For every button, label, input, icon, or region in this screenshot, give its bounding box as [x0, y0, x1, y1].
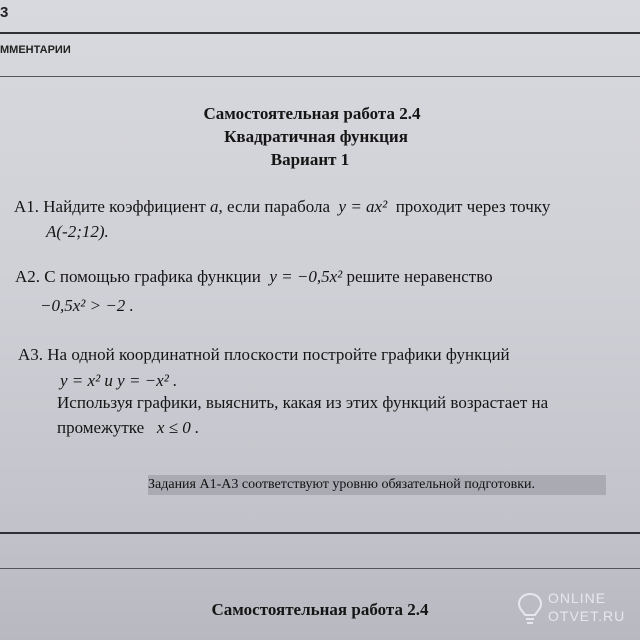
task-a3-line4 — [57, 418, 199, 438]
task-a1-line1 — [14, 197, 550, 217]
task-a3-id: A3. — [18, 345, 44, 364]
watermark-line1: ONLINE — [548, 590, 607, 606]
task-a3-line1 — [18, 345, 510, 365]
next-work-title: Самостоятельная работа 2.4 — [211, 600, 429, 619]
page-number: 3 — [0, 4, 9, 21]
task-a2-formula: y = −0,5x² — [269, 267, 343, 286]
task-a1-formula: y = ax² — [338, 197, 388, 216]
task-a1-text2: если парабола — [227, 197, 331, 216]
task-a2-line1 — [15, 267, 493, 287]
bottom-divider-2 — [0, 568, 640, 569]
variant-title: Вариант 1 — [270, 150, 350, 169]
task-a3-text: На одной координатной плоскости постройте графики функций — [47, 345, 510, 364]
task-a3-line3: Используя графики, выяснить, какая из этих функций возрастает на — [57, 393, 549, 412]
watermark-line2: OTVET.RU — [548, 608, 626, 624]
topic-title: Квадратичная функция — [224, 127, 408, 146]
lightbulb-icon — [516, 592, 544, 626]
section-divider — [0, 76, 640, 77]
task-a3-functions: y = x² и y = −x² . — [60, 371, 178, 390]
task-a2-text: С помощью графика функции — [44, 267, 261, 286]
top-divider — [0, 32, 640, 34]
level-note: Задания А1-А3 соответствуют уровню обязательной подготовки. — [148, 475, 606, 495]
task-a2-inequality: −0,5x² > −2 . — [40, 296, 134, 315]
bottom-divider — [0, 532, 640, 534]
section-label: ММЕНТАРИИ — [0, 44, 71, 56]
task-a1-point: A(-2;12). — [46, 222, 109, 241]
watermark-logo — [516, 588, 634, 632]
task-a1-var: a, — [210, 197, 223, 216]
task-a3-interval-text: промежутке — [57, 418, 145, 437]
task-a3-interval: x ≤ 0 . — [156, 418, 200, 437]
task-a2-id: A2. — [15, 267, 41, 286]
work-title: Самостоятельная работа 2.4 — [203, 104, 421, 123]
task-a1-text3: проходит через точку — [395, 197, 551, 216]
task-a1-text: Найдите коэффициент — [43, 197, 206, 216]
task-a2-text2: решите неравенство — [346, 267, 493, 286]
task-a1-id: A1. — [14, 197, 40, 216]
